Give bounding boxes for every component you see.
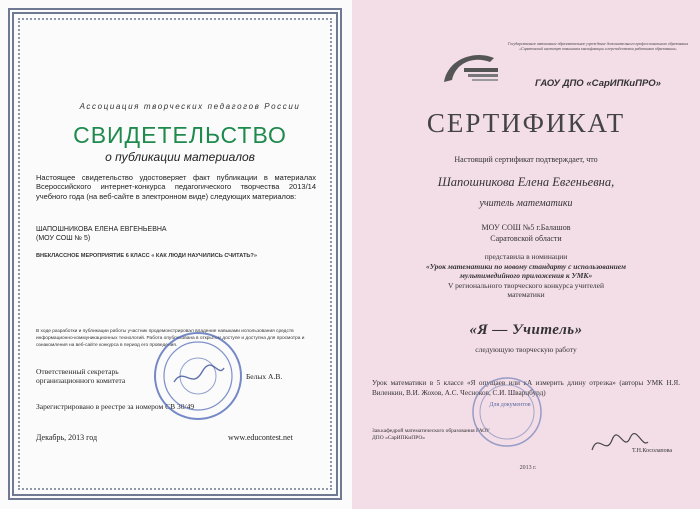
registration-number: Зарегистрировано в реестре за номером СВ 30/49 xyxy=(36,402,195,411)
certificate-title: СЕРТИФИКАТ xyxy=(426,108,626,138)
issue-date: Декабрь, 2013 год xyxy=(36,433,98,442)
recipient-name: ШАПОШНИКОВА ЕЛЕНА ЕВГЕНЬЕВНА xyxy=(36,226,167,233)
contest-intro: V регионального творческого конкурса учителей математики xyxy=(447,280,605,300)
nomination-intro: представила в номинации xyxy=(484,252,568,261)
nomination-block xyxy=(360,252,692,300)
school-region: Саратовской области xyxy=(490,234,562,243)
nomination-name: «Урок математики по новому стандарту с использованием мультимедийного приложения к УМК» xyxy=(425,261,627,281)
institution-full-name: Государственное автономное образовательное учреждение дополнительного профессионального образования «Саратовский институт повышения квалификации и переподготовки работников образования» xyxy=(508,42,688,52)
document-subtitle: о публикации материалов xyxy=(105,150,255,164)
institution-name: ГАОУ ДПО «СарИПКиПРО» xyxy=(535,78,661,89)
secretary-label: Ответственный секретарь организационного комитета xyxy=(36,367,126,385)
work-title: Урок математики в 5 классе «Я опущаев или кА измерить длину отрезка» (авторы УМК Н.Я. Виленкин, В.И. Жохов, А.С. Чесноков, С.И. Шварцбурд) xyxy=(372,379,680,397)
document-title: СВИДЕТЕЛЬСТВО xyxy=(73,122,287,148)
work-lead: следующую творческую работу xyxy=(475,345,577,354)
certificate-lead: Настоящий сертификат подтверждает, что xyxy=(454,155,598,164)
certificate-body: Настоящее свидетельство удостоверяет факт публикации в материалах Всероссийского интернет-конкурса педагогического творчества 2013/14 учебного года (на веб-сайте в электронном виде) следующих материалов: xyxy=(36,173,316,201)
secretary-name: Белых А.В. xyxy=(246,372,283,381)
school-name: МОУ СОШ №5 г.Балашов xyxy=(481,223,571,232)
signature-icon xyxy=(590,428,650,458)
round-stamp-icon xyxy=(152,330,244,422)
recipient-block xyxy=(36,225,316,243)
website-link[interactable]: www.educontest.net xyxy=(228,433,293,442)
institute-logo-icon xyxy=(438,44,502,92)
recipient-role: учитель математики xyxy=(479,198,573,209)
event-title: ВНЕКЛАССНОЕ МЕРОПРИЯТИЕ 6 КЛАСС « КАК ЛЮДИ НАУЧИЛИСЬ СЧИТАТЬ?» xyxy=(36,253,257,259)
fine-print: В ходе разработки и публикации работы участник продемонстрировал владение навыками использования средств информационно-коммуникационных технологий. Работа опубликована в открытом доступе и доступна для просмотра и ознакомления на веб-сайте конкурса в период его проведения. xyxy=(36,329,305,348)
contest-name: «Я — Учитель» xyxy=(469,322,583,338)
recipient-school: (МОУ СОШ № 5) xyxy=(36,235,91,242)
stamp-label: Для документов xyxy=(489,402,531,408)
school-block xyxy=(360,222,692,244)
recipient-name-right: Шапошникова Елена Евгеньевна, xyxy=(437,175,615,189)
institution-stamp-icon xyxy=(468,376,546,448)
head-name: Т.Н.Косолапова xyxy=(632,448,673,454)
certificate-year: 2013 г. xyxy=(519,465,537,471)
association-name: Ассоциация творческих педагогов России xyxy=(79,102,301,111)
head-label: Зав.кафедрой математического образования ГАОУ ДПО «СарИПКиПРО» xyxy=(372,428,490,441)
